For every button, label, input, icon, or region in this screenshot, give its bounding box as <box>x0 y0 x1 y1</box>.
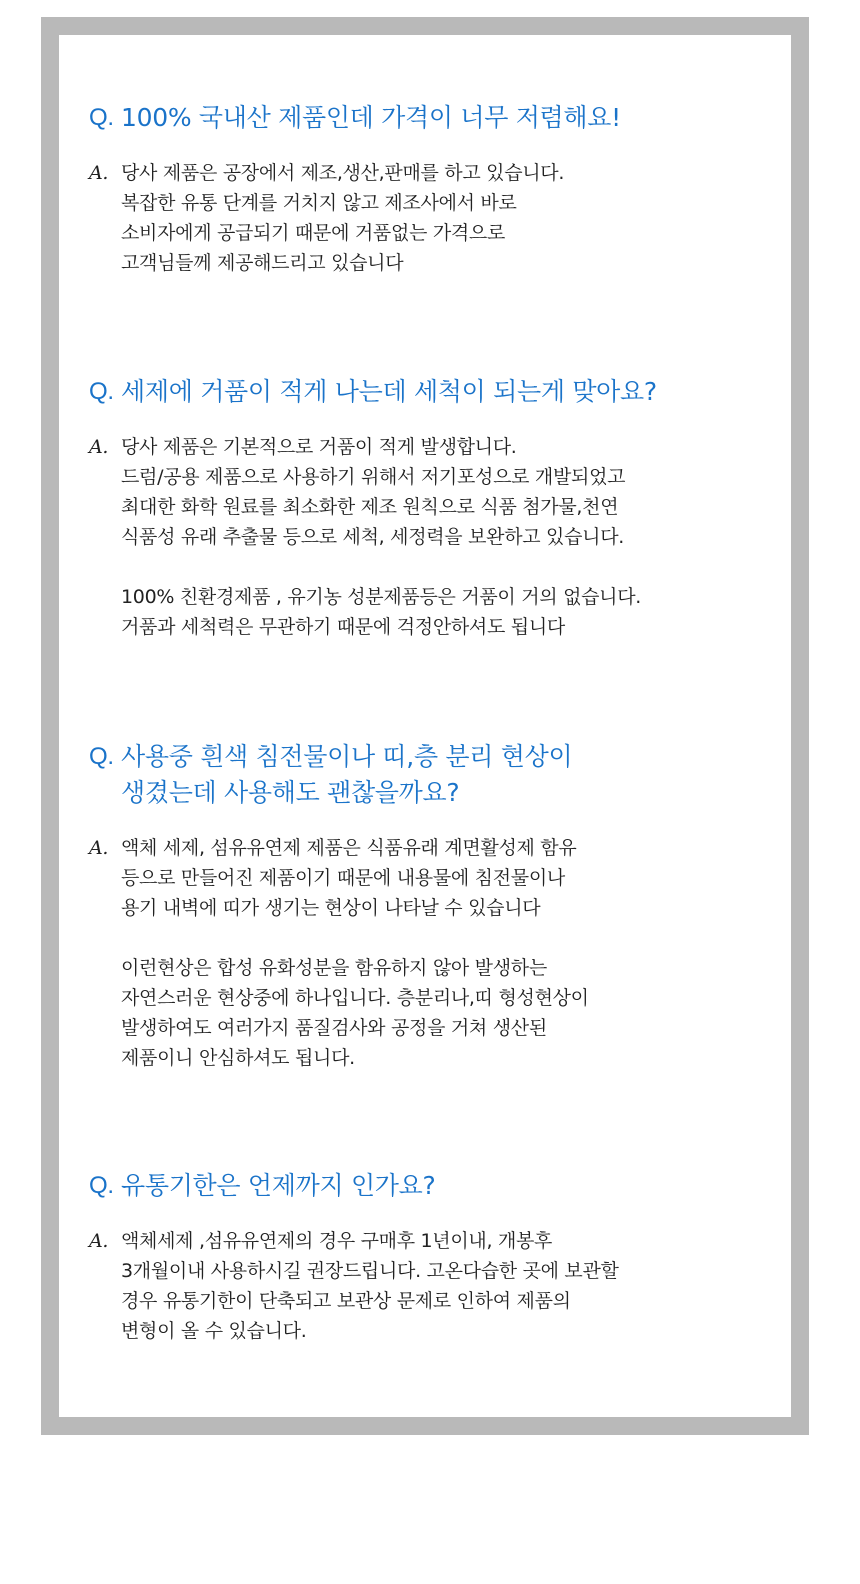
answer-line: 액체세제 ,섬유유연제의 경우 구매후 1년이내, 개봉후 <box>121 1230 553 1252</box>
question-line: 유통기한은 언제까지 인가요? <box>121 1171 436 1200</box>
answer-line: 용기 내벽에 띠가 생기는 현상이 나타날 수 있습니다 <box>121 897 541 919</box>
faq-question <box>59 100 791 136</box>
question-marker: Q. <box>89 743 114 770</box>
answer-line: 당사 제품은 공장에서 제조,생산,판매를 하고 있습니다. <box>121 162 565 184</box>
answer-marker: A. <box>89 837 109 859</box>
faq-question <box>59 1168 791 1204</box>
question-line: 100% 국내산 제품인데 가격이 너무 저렴해요! <box>121 103 621 132</box>
answer-line: 액체 세제, 섬유유연제 제품은 식품유래 계면활성제 함유 <box>121 837 577 859</box>
faq-answer <box>59 158 791 278</box>
faq-answer <box>59 432 791 642</box>
answer-marker: A. <box>89 162 109 184</box>
answer-line: 100% 친환경제품 , 유기농 성분제품등은 거품이 거의 없습니다. <box>121 586 642 608</box>
faq-answer <box>59 833 791 1073</box>
faq-item <box>59 100 791 278</box>
answer-line: 등으로 만들어진 제품이기 때문에 내용물에 침전물이나 <box>121 867 565 889</box>
answer-line: 최대한 화학 원료를 최소화한 제조 원칙으로 식품 첨가물,천연 <box>121 496 619 518</box>
answer-line: 3개월이내 사용하시길 권장드립니다. 고온다습한 곳에 보관할 <box>121 1260 619 1282</box>
question-line: 사용중 흰색 침전물이나 띠,층 분리 현상이 <box>121 742 573 771</box>
answer-line: 소비자에게 공급되기 때문에 거품없는 가격으로 <box>121 222 506 244</box>
answer-line: 식품성 유래 추출물 등으로 세척, 세정력을 보완하고 있습니다. <box>121 526 625 548</box>
answer-line: 드럼/공용 제품으로 사용하기 위해서 저기포성으로 개발되었고 <box>121 466 626 488</box>
answer-line: 경우 유통기한이 단축되고 보관상 문제로 인하여 제품의 <box>121 1290 571 1312</box>
answer-line: 당사 제품은 기본적으로 거품이 적게 발생합니다. <box>121 436 517 458</box>
answer-marker: A. <box>89 436 109 458</box>
faq-question <box>59 374 791 410</box>
answer-line: 제품이니 안심하셔도 됩니다. <box>121 1047 355 1069</box>
question-line: 세제에 거품이 적게 나는데 세척이 되는게 맞아요? <box>121 377 657 406</box>
answer-line: 자연스러운 현상중에 하나입니다. 층분리나,띠 형성현상이 <box>121 987 589 1009</box>
faq-item <box>59 1168 791 1346</box>
answer-line: 변형이 올 수 있습니다. <box>121 1320 307 1342</box>
faq-answer <box>59 1226 791 1346</box>
faq-item <box>59 374 791 642</box>
faq-frame <box>41 17 809 1435</box>
answer-line: 거품과 세척력은 무관하기 때문에 걱정안하셔도 됩니다 <box>121 616 565 638</box>
faq-question <box>59 739 791 811</box>
answer-line: 이런현상은 합성 유화성분을 함유하지 않아 발생하는 <box>121 957 547 979</box>
answer-line: 복잡한 유통 단계를 거치지 않고 제조사에서 바로 <box>121 192 517 214</box>
question-marker: Q. <box>89 378 114 405</box>
faq-item <box>59 739 791 1073</box>
question-line: 생겼는데 사용해도 괜찮을까요? <box>121 778 460 807</box>
faq-panel <box>59 35 791 1417</box>
answer-line: 발생하여도 여러가지 품질검사와 공정을 거쳐 생산된 <box>121 1017 547 1039</box>
answer-line: 고객님들께 제공해드리고 있습니다 <box>121 252 404 274</box>
question-marker: Q. <box>89 1172 114 1199</box>
question-marker: Q. <box>89 104 114 131</box>
answer-marker: A. <box>89 1230 109 1252</box>
